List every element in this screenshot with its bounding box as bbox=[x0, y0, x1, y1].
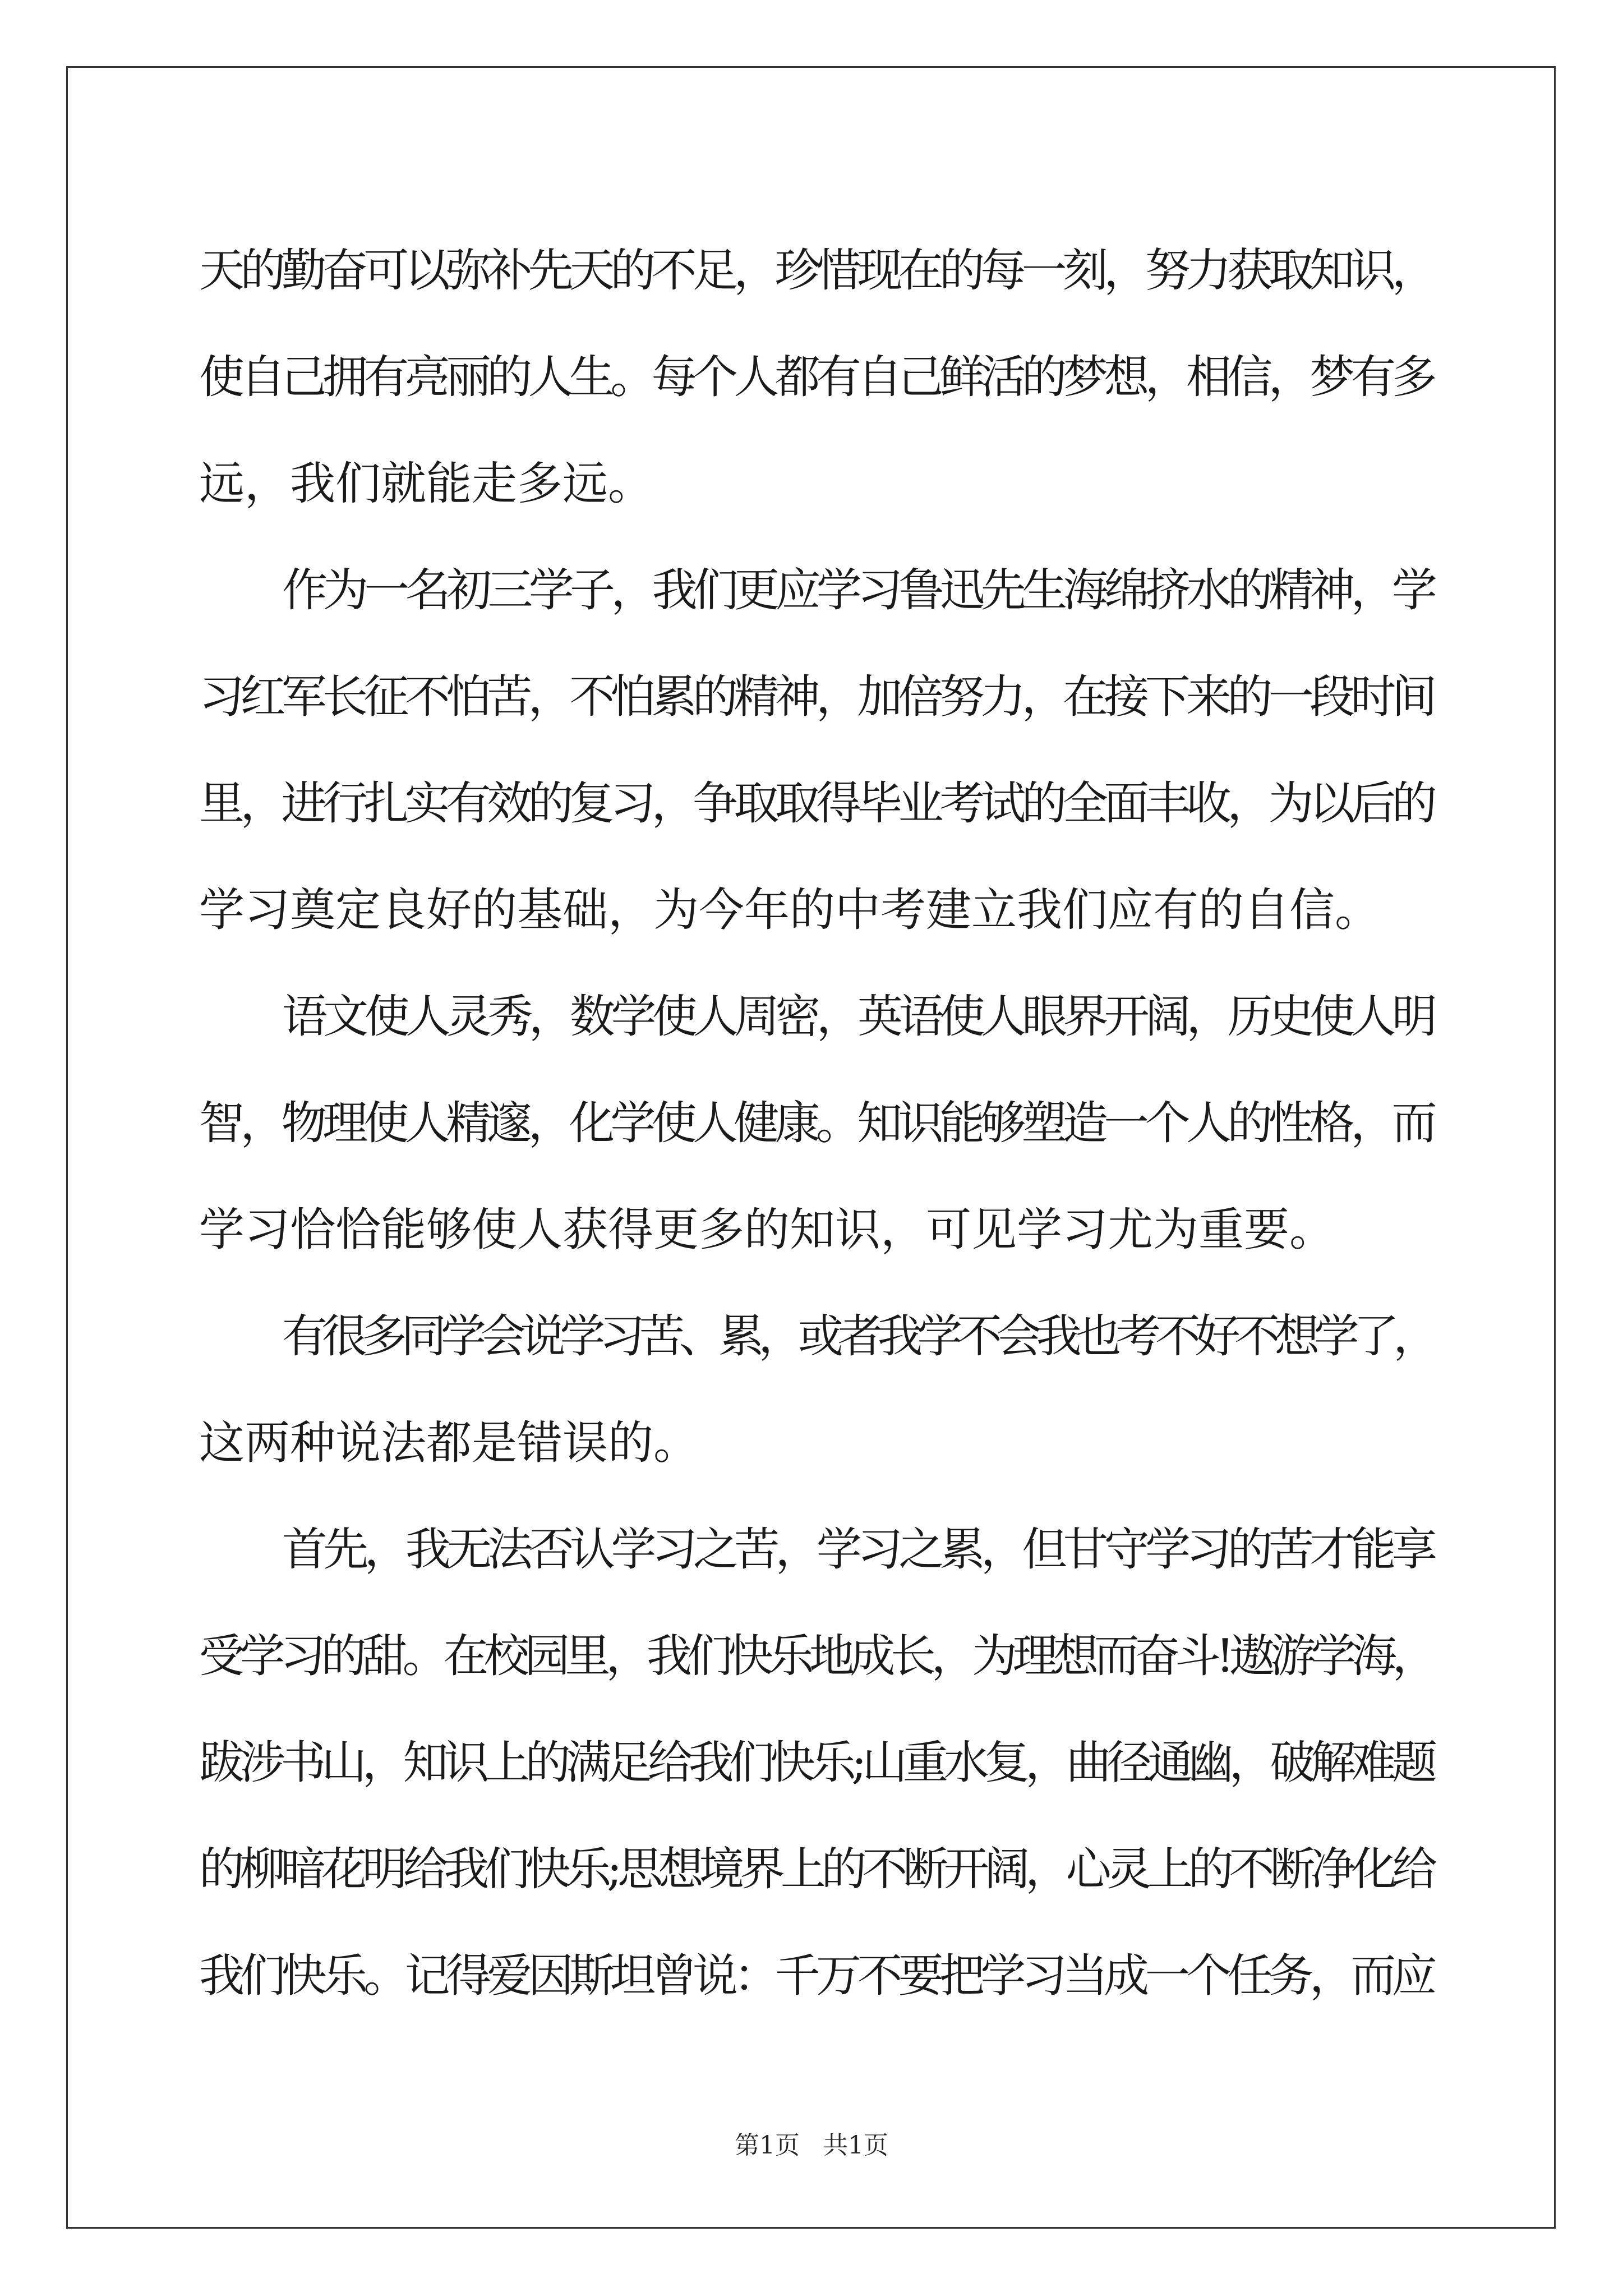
text-line: 天的勤奋可以弥补先天的不足，珍惜现在的每一刻，努力获取知识， bbox=[199, 245, 1433, 297]
text-line: 这两种说法都是错误的。 bbox=[199, 1417, 699, 1470]
text-line: 我们快乐。记得爱因斯坦曾说：千万不要把学习当成一个任务，而应 bbox=[199, 1950, 1433, 2003]
document-body bbox=[199, 218, 1433, 2030]
text-line: 智，物理使人精邃，化学使人健康。知识能够塑造一个人的性格，而 bbox=[199, 1097, 1433, 1150]
text-line: 的柳暗花明给我们快乐;思想境界上的不断开阔，心灵上的不断净化给 bbox=[199, 1843, 1433, 1896]
page-footer: 第1页 共1页 bbox=[735, 2131, 888, 2160]
text-line: 语文使人灵秀，数学使人周密，英语使人眼界开阔，历史使人明 bbox=[282, 991, 1433, 1043]
text-line: 远，我们就能走多远。 bbox=[199, 458, 654, 510]
text-line: 跋涉书山，知识上的满足给我们快乐;山重水复，曲径通幽，破解难题 bbox=[199, 1737, 1433, 1789]
text-line: 学习恰恰能够使人获得更多的知识，可见学习尤为重要。 bbox=[199, 1204, 1335, 1257]
text-line: 作为一名初三学子，我们更应学习鲁迅先生海绵挤水的精神，学 bbox=[282, 564, 1433, 617]
text-line: 习红军长征不怕苦，不怕累的精神，加倍努力，在接下来的一段时间 bbox=[199, 671, 1433, 724]
text-line: 首先，我无法否认学习之苦，学习之累，但甘守学习的苦才能享 bbox=[282, 1524, 1433, 1576]
text-line: 受学习的甜。在校园里，我们快乐地成长，为理想而奋斗!遨游学海， bbox=[199, 1630, 1433, 1683]
text-line: 使自己拥有亮丽的人生。每个人都有自己鲜活的梦想，相信，梦有多 bbox=[199, 351, 1433, 404]
text-line: 有很多同学会说学习苦、累，或者我学不会我也考不好不想学了， bbox=[282, 1310, 1433, 1363]
text-line: 里，进行扎实有效的复习，争取取得毕业考试的全面丰收，为以后的 bbox=[199, 777, 1433, 830]
text-line: 学习奠定良好的基础，为今年的中考建立我们应有的自信。 bbox=[199, 884, 1381, 937]
